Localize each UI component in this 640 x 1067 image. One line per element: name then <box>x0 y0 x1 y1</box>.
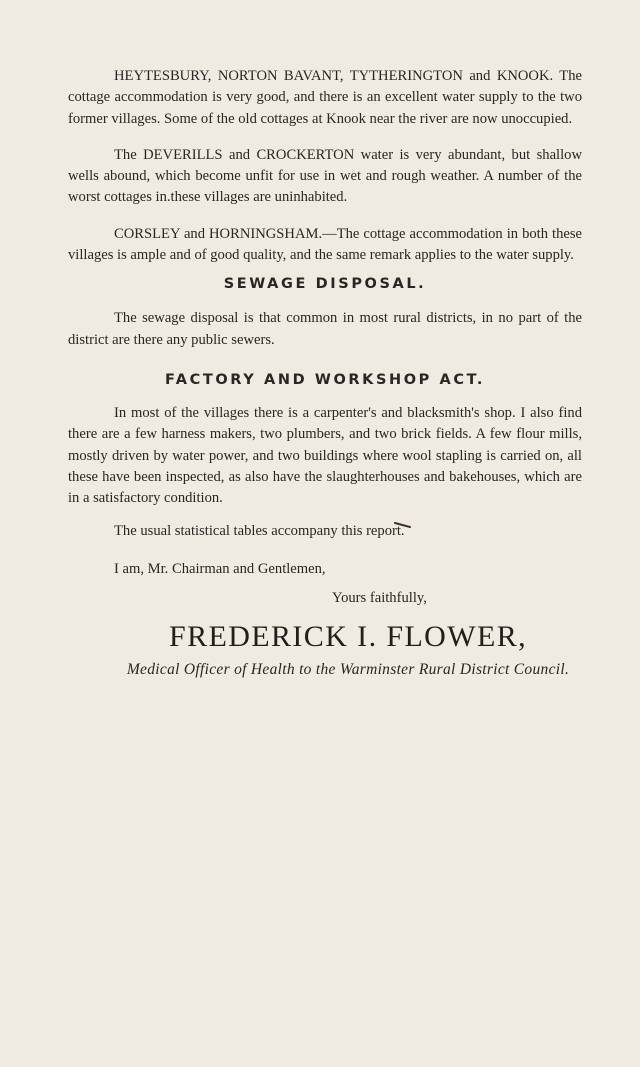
paragraph-sewage: The sewage disposal is that common in most rural districts, in no part of the district are there any public sewers. <box>68 310 582 348</box>
pen-mark-icon <box>394 522 412 528</box>
signature-designation: Medical Officer of Health to the Warminster Rural District Council. <box>126 661 570 679</box>
signature-name: FREDERICK I. FLOWER, <box>169 620 527 654</box>
document-page <box>68 66 582 681</box>
closing-yours-faithfully: Yours faithfully, <box>332 590 427 607</box>
paragraph-factory: In most of the villages there is a carpenter's and blacksmith's shop. I also find there are a few harness makers, two plumbers, and two brick fields. A few flour mills, mostly driven by water power, and two buildings where wool stapling is carried on, all these have been inspected, as also have the slaughterhouses and bakehouses, which are in a satisfactory condition. <box>68 404 582 507</box>
closing-salutation: I am, Mr. Chairman and Gentlemen, <box>114 560 326 577</box>
paragraph-corsley: CORSLEY and HORNINGSHAM.—The cottage accommodation in both these villages is ample and of good quality, and the same remark applies to the water supply. <box>68 225 582 264</box>
paragraph-deverills: The DEVERILLS and CROCKERTON water is very abundant, but shallow wells abound, which become unfit for use in wet and rough weather. A number of the worst cottages in.these villages are uninhabited. <box>68 146 582 206</box>
heading-factory-workshop-act: FACTORY AND WORKSHOP ACT. <box>164 371 486 388</box>
heading-sewage-disposal: SEWAGE DISPOSAL. <box>223 276 427 293</box>
paragraph-heytesbury: HEYTESBURY, NORTON BAVANT, TYTHERINGTON and KNOOK. The cottage accommodation is very good, and there is an excellent water supply to the two former villages. Some of the old cottages at Knook near the river are now unoccupied. <box>68 68 582 127</box>
paragraph-statistical-tables: The usual statistical tables accompany this report. <box>114 523 405 540</box>
